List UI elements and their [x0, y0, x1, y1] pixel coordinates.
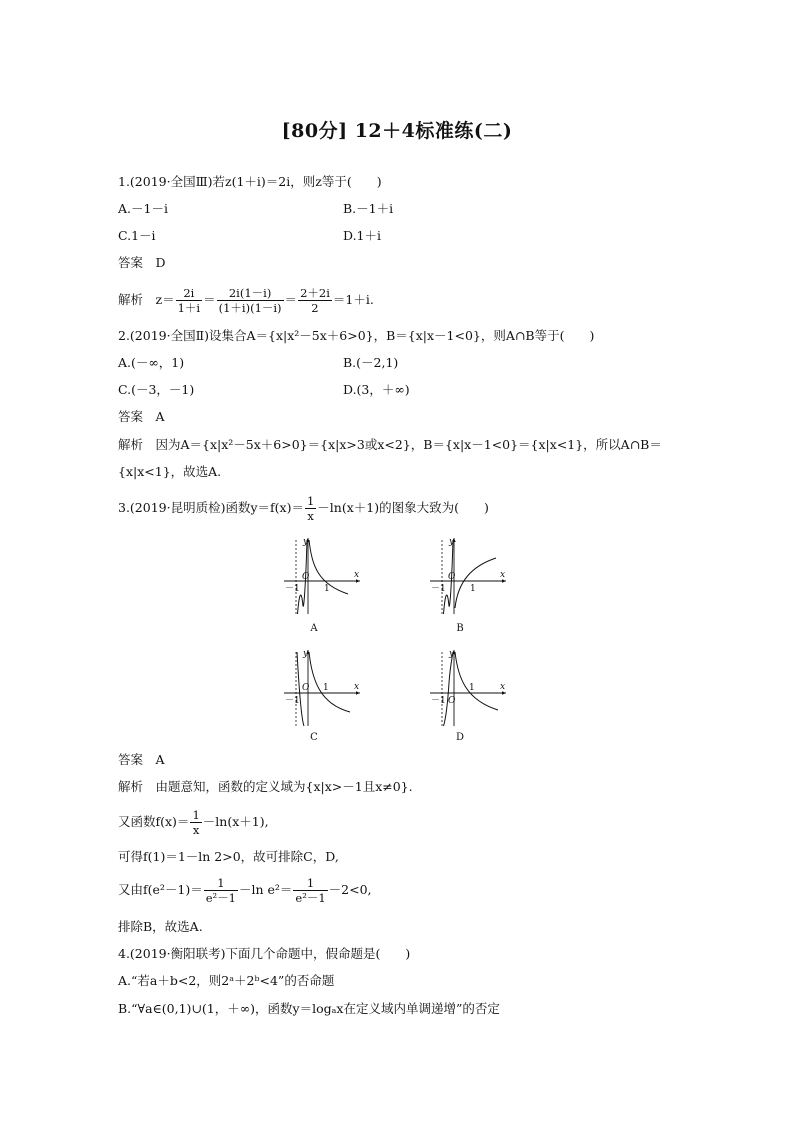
q4-option-a: A.“若a＋b<2，则2ᵃ＋2ᵇ<4”的否命题 — [118, 973, 335, 988]
q1-option-b: B.－1＋i — [343, 201, 394, 216]
q1-f3-den: 2 — [311, 301, 319, 315]
q1-f1-den: 1＋i — [177, 301, 201, 315]
q1-fraction-3 — [298, 286, 332, 315]
q2-answer: 答案 A — [118, 409, 165, 424]
graph-c-svg — [282, 648, 362, 728]
q2-analysis-line2: {x|x<1}，故选A. — [118, 464, 222, 479]
q3-analysis-line5: 排除B，故选A. — [118, 919, 203, 934]
graph-a-svg — [282, 536, 362, 616]
graph-b-x-label: x — [500, 570, 506, 580]
graph-a-y-label: y — [303, 537, 309, 547]
graph-d-origin-label: O — [448, 696, 456, 706]
graph-c — [282, 648, 362, 728]
q1-stem: 1.(2019·全国Ⅲ)若z(1＋i)＝2i，则z等于( ) — [118, 174, 382, 189]
q3-a4-num1: 1 — [204, 876, 238, 891]
q1-f2-den: (1＋i)(1－i) — [218, 301, 282, 315]
q4-option-b: B.“∀a∈(0,1)∪(1，＋∞)，函数y＝logₐx在定义域内单调递增”的否定 — [118, 1001, 500, 1016]
q3-a4-den1: e²－1 — [205, 891, 236, 905]
graph-b-svg — [428, 536, 508, 616]
q2-option-b: B.(－2,1) — [343, 355, 399, 370]
q3-analysis2-fraction — [190, 808, 201, 837]
graph-a — [282, 536, 362, 616]
q3-f-num: 1 — [306, 494, 315, 508]
graph-b-y-label: y — [449, 537, 455, 547]
q3-analysis-line3: 可得f(1)＝1－ln 2>0，故可排除C，D, — [118, 849, 339, 864]
q3-stem-suffix: －ln(x＋1)的图象大致为( ) — [317, 500, 489, 515]
q1-fraction-1 — [176, 286, 203, 315]
q3-analysis-line1: 解析 由题意知，函数的定义域为{x|x>－1且x≠0}. — [118, 779, 413, 794]
q4-stem: 4.(2019·衡阳联考)下面几个命题中，假命题是( ) — [118, 946, 411, 961]
q3-a2-den: x — [192, 823, 200, 837]
q3-analysis4-mid: －ln e²＝ — [238, 882, 293, 897]
q3-analysis2-prefix: 又函数f(x)＝ — [118, 814, 190, 829]
q3-analysis-line4 — [118, 874, 372, 906]
graph-c-x-label: x — [354, 682, 360, 692]
q1-f2-num: 2i(1－i) — [217, 286, 284, 301]
page-title: [80分] 12＋4标准练(二) — [281, 120, 513, 142]
q3-stem — [118, 492, 489, 524]
graph-d-one-label: 1 — [469, 683, 475, 693]
graph-d-left-branch — [444, 652, 454, 726]
graph-d-y-label: y — [449, 649, 455, 659]
q1-answer: 答案 D — [118, 255, 166, 270]
graph-d-neg1-label: －1 — [431, 696, 446, 706]
graph-c-right-branch — [309, 652, 350, 712]
graph-a-origin-label: O — [302, 572, 310, 582]
q1-option-d: D.1＋i — [343, 228, 382, 243]
q1-analysis-prefix: 解析 z＝ — [118, 292, 175, 307]
q2-option-c: C.(－3，－1) — [118, 382, 195, 397]
graph-a-one-label: 1 — [324, 584, 330, 594]
q3-a2-num: 1 — [192, 808, 200, 822]
q3-f-den: x — [307, 509, 314, 523]
q2-stem: 2.(2019·全国Ⅱ)设集合A＝{x|x²－5x＋6>0}，B＝{x|x－1<0}，则A∩B等于( ) — [118, 328, 595, 343]
graph-d-caption: D — [455, 732, 465, 743]
graph-c-caption: C — [310, 732, 318, 743]
q1-option-c: C.1－i — [118, 228, 156, 243]
graph-b-origin-label: O — [448, 572, 456, 582]
q1-analysis-suffix: ＝1＋i. — [332, 292, 374, 307]
graph-d — [428, 648, 508, 728]
graph-b — [428, 536, 508, 616]
q3-analysis4-prefix: 又由f(e²－1)＝ — [118, 882, 203, 897]
graph-d-x-label: x — [500, 682, 506, 692]
q3-analysis-line2 — [118, 806, 269, 838]
graph-c-origin-label: O — [302, 683, 310, 693]
q3-analysis4-suffix: －2<0, — [328, 882, 372, 897]
graph-b-neg1-label: －1 — [431, 584, 446, 594]
graph-d-svg — [428, 648, 508, 728]
q3-a4-den2: e²－1 — [295, 891, 326, 905]
q1-option-a: A.－1－i — [118, 201, 168, 216]
q3-answer: 答案 A — [118, 752, 165, 767]
q3-analysis4-fraction-1 — [204, 876, 238, 905]
graph-c-y-label: y — [303, 649, 309, 659]
graph-b-right-branch — [455, 558, 496, 608]
q3-a4-num2: 1 — [293, 876, 327, 891]
q1-f3-num: 2＋2i — [300, 286, 330, 300]
graph-c-one-label: 1 — [323, 683, 329, 693]
q1-f1-num: 2i — [176, 286, 203, 301]
graph-a-caption: A — [310, 623, 318, 634]
q1-fraction-2 — [217, 286, 284, 315]
graph-b-caption: B — [456, 623, 464, 634]
q2-option-d: D.(3，＋∞) — [343, 382, 410, 397]
q3-analysis2-suffix: －ln(x＋1), — [202, 814, 269, 829]
q3-analysis4-fraction-2 — [293, 876, 327, 905]
graph-a-x-label: x — [354, 570, 360, 580]
q3-stem-prefix: 3.(2019·昆明质检)函数y＝f(x)＝ — [118, 500, 304, 515]
graph-a-neg1-label: －1 — [285, 584, 300, 594]
q3-stem-fraction — [305, 494, 316, 523]
q1-analysis: 解析 z＝ $\frac{2i}{1+i}$ ＝ $\frac{2i(1-i)}{(1+i)(1-i)}$ ＝ $\frac{2+2i}{2}$ ＝1＋i. — [118, 286, 374, 315]
q2-option-a: A.(－∞，1) — [118, 355, 185, 370]
q2-analysis-line1: 解析 因为A＝{x|x²－5x＋6>0}＝{x|x>3或x<2}，B＝{x|x－1<0}＝{x|x<1}，所以A∩B＝ — [118, 437, 662, 452]
graph-b-one-label: 1 — [470, 584, 476, 594]
graph-d-right-branch — [455, 652, 498, 710]
graph-c-neg1-label: －1 — [285, 696, 300, 706]
